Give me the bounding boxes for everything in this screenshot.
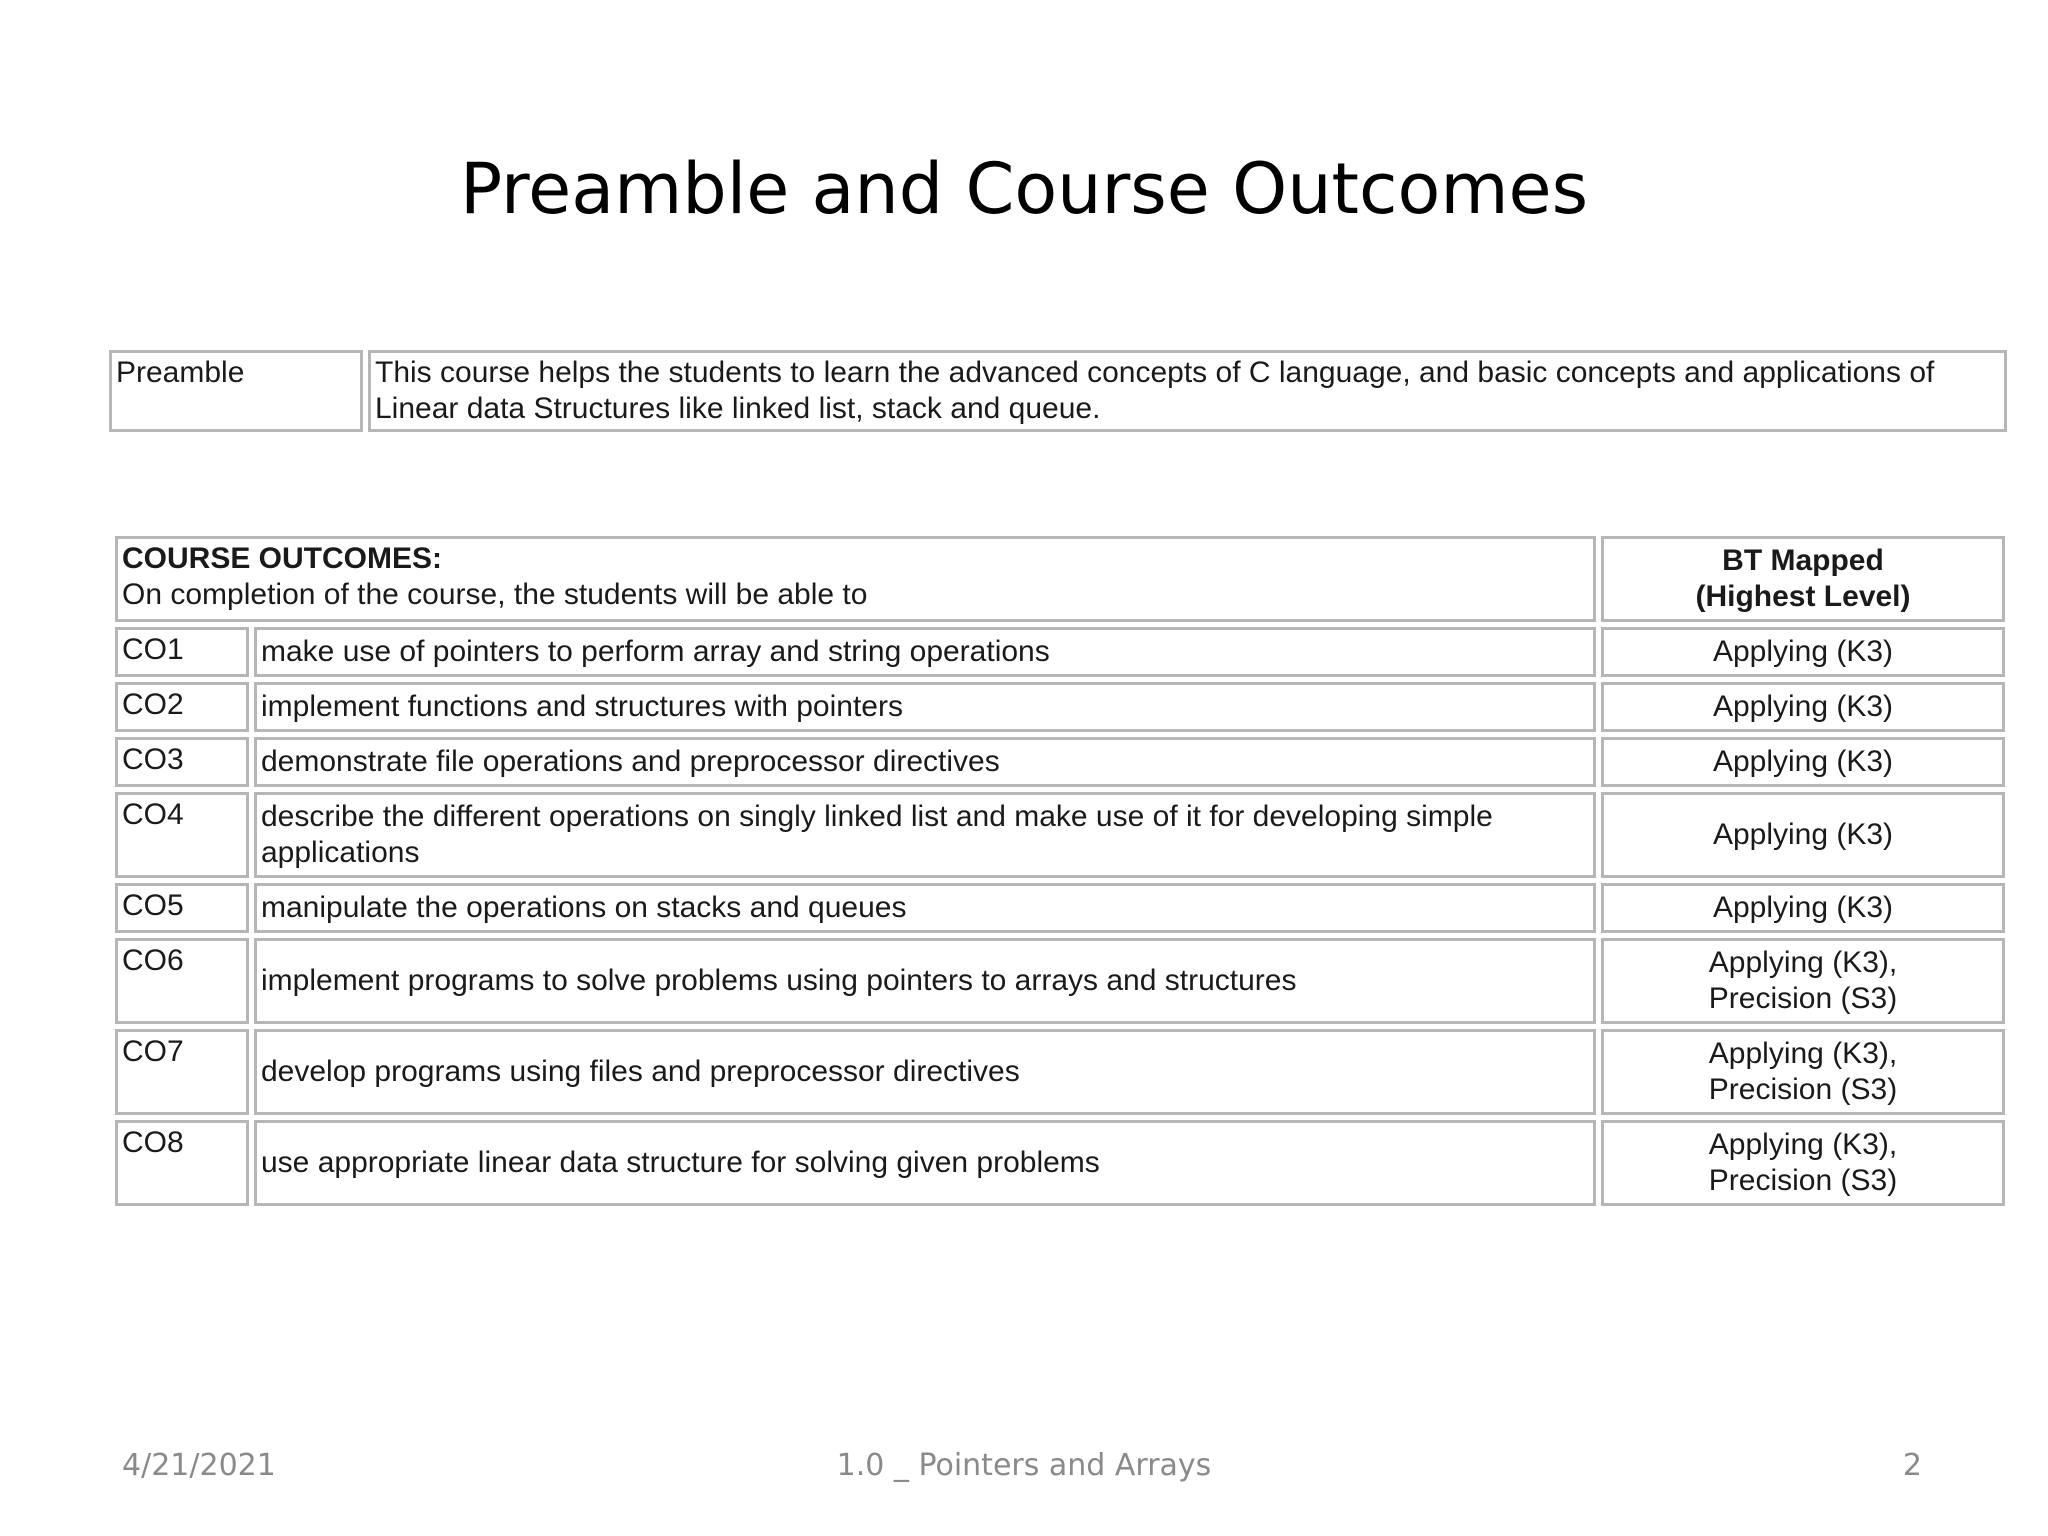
outcomes-header-row xyxy=(115,536,2005,622)
outcome-id: CO3 xyxy=(115,737,249,787)
outcomes-subheading: On completion of the course, the students will be able to xyxy=(122,578,868,611)
outcome-row xyxy=(115,1120,2005,1206)
bt-level-line1: Applying (K3) xyxy=(1712,891,1894,924)
outcome-bt-level xyxy=(1601,737,2005,787)
outcome-bt-level xyxy=(1601,792,2005,878)
outcome-id: CO6 xyxy=(115,938,249,1024)
bt-level-line1: Applying (K3) xyxy=(1712,818,1894,851)
bt-level-line2: Precision (S3) xyxy=(1708,982,1898,1015)
outcome-bt-level xyxy=(1601,682,2005,732)
outcomes-header xyxy=(115,536,1596,622)
outcome-id: CO1 xyxy=(115,627,249,677)
outcome-description: make use of pointers to perform array and string operations xyxy=(254,627,1596,677)
bt-header-line2: (Highest Level) xyxy=(1695,580,1911,613)
bt-level-line1: Applying (K3), xyxy=(1708,1128,1898,1161)
outcome-bt-level xyxy=(1601,627,2005,677)
outcome-row xyxy=(115,737,2005,787)
page-number: 2 xyxy=(1902,1448,1922,1483)
outcomes-heading: COURSE OUTCOMES: xyxy=(122,542,443,575)
footer-date: 4/21/2021 xyxy=(122,1448,276,1483)
outcome-description: describe the different operations on singly linked list and make use of it for developing simple applications xyxy=(254,792,1596,878)
outcomes-rows xyxy=(115,627,2005,1206)
outcome-row xyxy=(115,627,2005,677)
bt-level-line1: Applying (K3) xyxy=(1712,690,1894,723)
outcome-description: use appropriate linear data structure for solving given problems xyxy=(254,1120,1596,1206)
bt-level-line1: Applying (K3), xyxy=(1708,946,1898,979)
outcome-row xyxy=(115,792,2005,878)
preamble-row xyxy=(109,350,2007,432)
bt-header-line1: BT Mapped xyxy=(1722,544,1884,577)
outcome-id: CO7 xyxy=(115,1029,249,1115)
outcome-description: implement programs to solve problems using pointers to arrays and structures xyxy=(254,938,1596,1024)
course-outcomes-table xyxy=(110,531,2010,1211)
outcome-id: CO5 xyxy=(115,883,249,933)
footer-title: 1.0 _ Pointers and Arrays xyxy=(836,1448,1212,1483)
outcome-description: demonstrate file operations and preprocessor directives xyxy=(254,737,1596,787)
bt-level-line1: Applying (K3) xyxy=(1712,745,1894,778)
outcome-description: manipulate the operations on stacks and queues xyxy=(254,883,1596,933)
outcome-bt-level xyxy=(1601,938,2005,1024)
bt-level-line2: Precision (S3) xyxy=(1708,1073,1898,1106)
outcome-bt-level xyxy=(1601,1120,2005,1206)
outcome-id: CO2 xyxy=(115,682,249,732)
outcome-row xyxy=(115,883,2005,933)
bt-level-line1: Applying (K3), xyxy=(1708,1037,1898,1070)
outcome-description: develop programs using files and preprocessor directives xyxy=(254,1029,1596,1115)
outcome-description: implement functions and structures with pointers xyxy=(254,682,1596,732)
outcome-id: CO8 xyxy=(115,1120,249,1206)
outcome-id: CO4 xyxy=(115,792,249,878)
outcome-row xyxy=(115,1029,2005,1115)
bt-level-line1: Applying (K3) xyxy=(1712,635,1894,668)
outcome-row xyxy=(115,682,2005,732)
preamble-table xyxy=(104,345,2012,437)
outcome-bt-level xyxy=(1601,1029,2005,1115)
bt-level-line2: Precision (S3) xyxy=(1708,1164,1898,1197)
bt-mapped-header xyxy=(1601,536,2005,622)
slide-title: Preamble and Course Outcomes xyxy=(459,148,1589,230)
outcome-bt-level xyxy=(1601,883,2005,933)
preamble-label: Preamble xyxy=(109,350,363,432)
preamble-text: This course helps the students to learn the advanced concepts of C language, and basic concepts and applications of Linear data Structures like linked list, stack and queue. xyxy=(368,350,2007,432)
outcome-row xyxy=(115,938,2005,1024)
